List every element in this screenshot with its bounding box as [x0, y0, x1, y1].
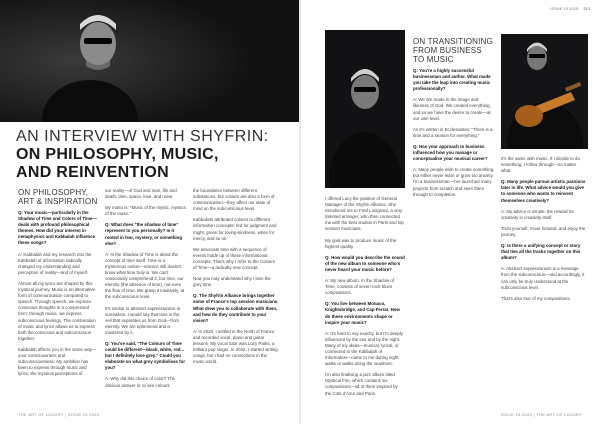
hero-portrait-image	[0, 0, 299, 122]
paragraph: Now you may understand why I love the grey time.	[193, 276, 271, 288]
question: Q: Many people pursue artistic passions later in life. What advice would you give to someone who wants to reinvent themselves creatively?	[501, 179, 586, 203]
issue-tag: ISSUE 19 2025	[550, 6, 578, 11]
left-column-3	[193, 188, 279, 370]
page-number: 313	[583, 6, 590, 11]
question: Q: You live between Monaco, Knightsbridge, and Cap Ferrat. How do these environments shape or inspire your music?	[325, 301, 400, 325]
answer-paragraph: A: It's hard to say exactly, but I'm deeply influenced by the sea and by the night. Many of my ideas—musical, lyrical, or connected to the Kabbalah of Information—came to me during night walks or walks along the seashore.	[325, 330, 403, 367]
paragraph: My goal was to produce music of the highest quality.	[325, 237, 397, 249]
answer-paragraph: A: Many people wish to create something, but either never learn or grow too anxiety. I'm a businessman—I've launched many projects from scratch and seen them through to completion.	[413, 167, 495, 197]
question: Q: The Shyfrin Alliance brings together some of France's top session musicians. What drew you to collaborate with them, and how do they contribute to your vision?	[193, 293, 279, 323]
right-page	[301, 0, 600, 424]
left-column-1	[18, 188, 98, 382]
left-page	[0, 0, 299, 424]
answer-paragraph: A: My new album, In the Shadow of Time, consists of seven rock-blues compositions.	[325, 278, 395, 296]
paragraph: our reality—of God and man, life and death, time, space, love, and more.	[105, 188, 177, 200]
left-column-2	[105, 188, 187, 394]
paragraph: I offered Lucy the position of General Manager of the Shyfrin Alliance. She introduced me to Fred Lucignani, a very talented arranger, who then connected me with the best studios in Paris and top session musicians.	[325, 196, 404, 232]
paragraph: Kabbalists attributed colours to different information concepts: red for judgment and might, green for loving-kindness, white for mercy, and so on.	[193, 217, 277, 241]
paragraph: the boundaries between different substances, but colours are also a form of communication—they affect our state of mind on the subconscious level.	[193, 188, 275, 212]
paragraph: Kabbalah affects you in the same way—your consciousness and subconsciousness. My ambition has been to express through music and lyrics, the mystical perceptions of	[18, 346, 97, 377]
footer-right: ISSUE 19 2025 | THE ART OF LUXURY	[500, 412, 582, 417]
guitar-photo-right	[501, 34, 588, 149]
question: Q: Has your approach to business influenced how you manage or conceptualise your musical career?	[413, 143, 488, 162]
paragraph: It's the same with music. If I decide to do something, I follow through—no matter what.	[501, 156, 580, 174]
paragraph: As it's written in Ecclesiastes: "There is a time and a season for everything."	[413, 126, 493, 138]
headline-line1: AN INTERVIEW WITH SHYFRIN:	[16, 128, 269, 145]
answer-paragraph: A: Abstract expressionism is a message from the subconscious—and accordingly, it can only be truly understood at the subconscious level.	[501, 266, 585, 290]
question: Q: Your music—particularly in the Shadow of Time and Colors of Time—deals with profound philosophical themes. How did your interest in metaphysics and Kabbalah influence these songs?	[18, 210, 97, 246]
paragraph: Trust yourself, move forward, and enjoy the journey.	[501, 225, 586, 237]
portrait-photo-left	[325, 30, 405, 188]
question: Q: How would you describe the sound of the new album to someone who's never heard your music before?	[325, 254, 405, 272]
paragraph: It's similar to abstract expressionism or surrealism. I would say that time is the veil that separates us from God—from eternity. We are ephemeral and is mastered by it.	[105, 305, 181, 335]
question: Q: You're a highly successful businessman and author. What made you take the leap into creating music professionally?	[413, 68, 491, 92]
answer-paragraph: A: We are made in the image and likeness of God. We created everything, and so we have the desire to create—at our own level.	[413, 97, 491, 121]
paragraph: We associate time with a sequence of events made up of these informational concepts. That's why I refer to the Colours of Time—a radically new concept.	[193, 246, 276, 271]
section-heading: ON TRANSITIONING FROM BUSINESS TO MUSIC	[413, 37, 493, 64]
right-column-1	[325, 196, 405, 402]
paragraph: That's also true of my compositions.	[501, 295, 571, 301]
question: Q: You've said, "The Colours of Time could be different—black, white, red... but I definitely love grey." Could you elaborate on what grey symbolises for you?	[105, 340, 186, 371]
question: Q: Is there a unifying concept or story that ties all the tracks together on this album?	[501, 243, 581, 261]
headline-line2: ON PHILOSOPHY, MUSIC,	[16, 146, 219, 163]
answer-paragraph: A: Why did this choice of color? The obvious answer is: to see colours	[105, 376, 175, 388]
answer-paragraph: A: My advice is simple: the reward for creativity is creativity itself.	[501, 208, 574, 220]
answer-paragraph: A: In the Shadow of Time is about the concept of time itself. Time is a mysterious notion—science still doesn't know what time truly is. We can't consciously comprehend it, but time, our eternity (the absence of time), not even the flow of time. We grasp it intuitively, at the subconscious level.	[105, 251, 185, 300]
paragraph: I'm also finalising a jazz album titled Mystical Fire, which contains six compositions—all of them inspired by the Cote d'Azur and Paris.	[325, 372, 398, 396]
paragraph: My motto is: "Music of the mystic, mystics of the music."	[105, 205, 186, 217]
section-heading: ON PHILOSOPHY, ART & INSPIRATION	[18, 188, 98, 206]
headline-line3: AND REINVENTION	[16, 164, 169, 181]
answer-paragraph: A: Kabbalah and my research into the Kabbalah of Information radically changed my understanding and perception of reality—and of myself.	[18, 251, 92, 275]
footer-left: THE ART OF LUXURY | ISSUE 19 2025	[18, 412, 100, 417]
paragraph: Almost all my lyrics are shaped by this mystical journey. Music is an alternative form of communication compared to speech. Through speech, we express conscious thoughts in a compressed form; through music, we express subconscious feelings. The combination of music and lyrics allows us to express both the conscious and subconscious together.	[18, 280, 96, 341]
question: Q: What does "the shadow of time" represent to you personally? Is it rooted in fear, mystery, or something else?	[105, 222, 183, 246]
answer-paragraph: A: In 2020, I settled in the North of France and recorded vocal, piano and guitar lessons. My vocal tutor was Lucy Parks, a brilliant pop singer. In 2022, I started writing songs, but I had no connections in the music world.	[193, 328, 278, 365]
right-column-2	[413, 37, 495, 203]
right-column-3	[501, 156, 587, 307]
